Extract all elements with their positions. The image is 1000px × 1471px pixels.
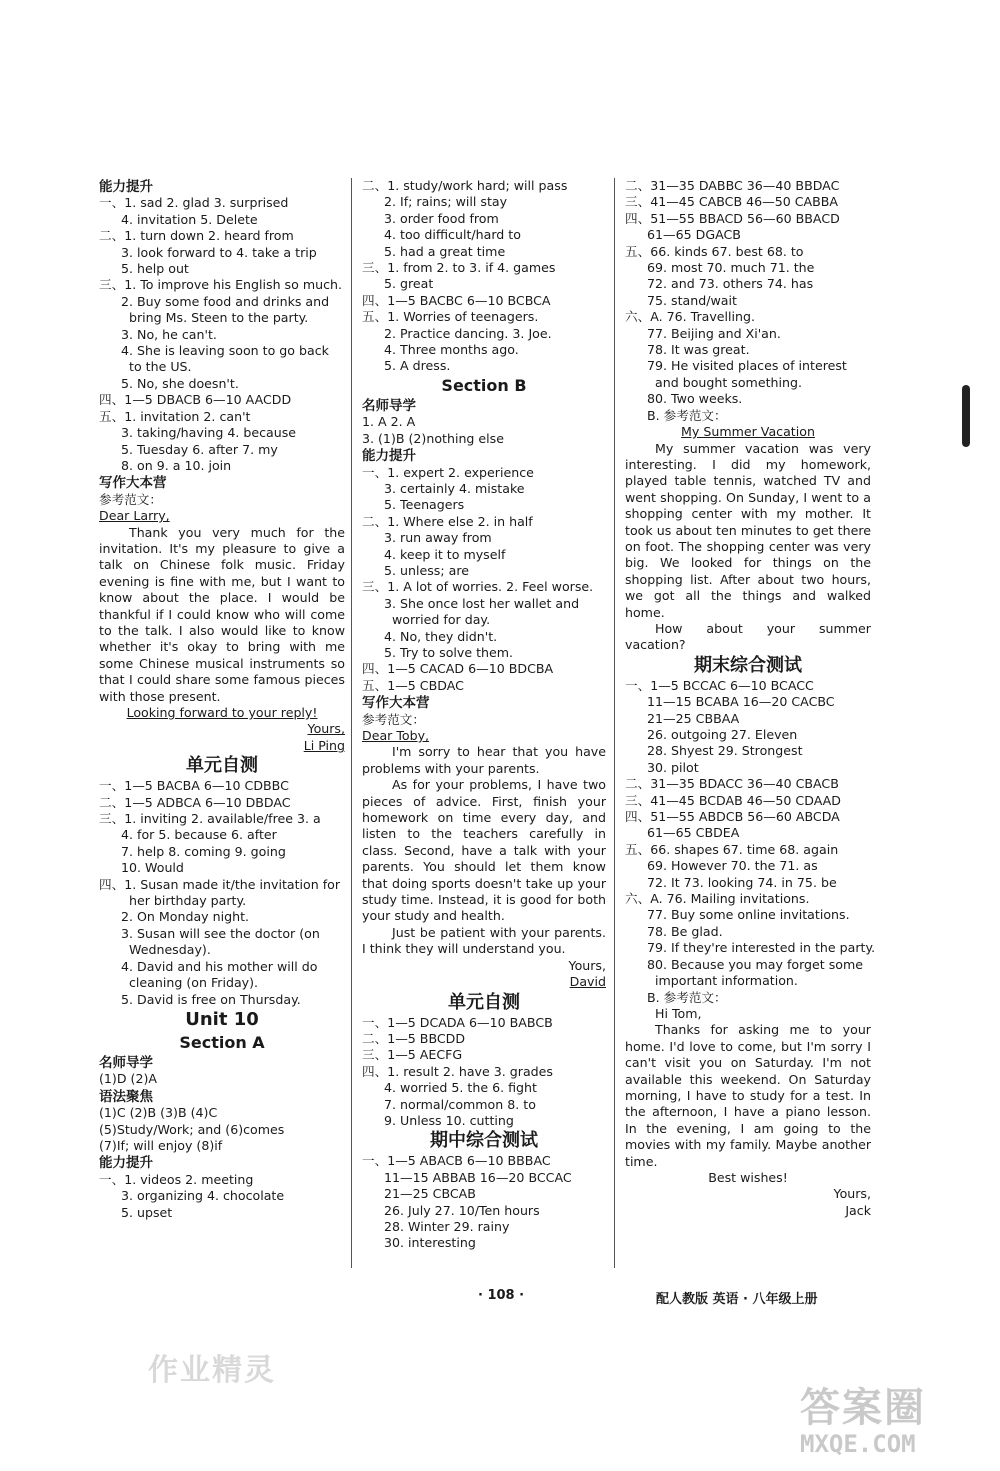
watermark-stamp: 作业精灵 — [148, 1353, 276, 1388]
col1-line: 2. Buy some food and drinks and — [121, 293, 330, 309]
col1-line: 3. look forward to 4. take a trip — [121, 244, 317, 260]
col2-line: 5. unless; are — [384, 562, 469, 578]
col3-line: 75. stand/wait — [647, 292, 737, 308]
col1-line: 单元自测 — [186, 755, 258, 777]
col2-line: 三、1—5 AECFG — [362, 1047, 463, 1063]
col2-line: 3. run away from — [384, 530, 492, 546]
col1-line: 三、1. To improve his English so much. — [99, 277, 342, 293]
col2-line: I'm sorry to hear that you have problems with your parents. — [362, 744, 606, 776]
col1-line: Li Ping — [303, 737, 345, 753]
col2-line: David — [569, 974, 606, 990]
col1-line: 5. David is free on Thursday. — [121, 991, 301, 1007]
col1-line: Thank you very much for the invitation. It's my pleasure to give a talk on Chinese folk music. Friday evening is fine with me, but I want to know about the place. I would be thankful if I could know who will come to the talk. I also would like to know whether it's okay to bring with me some Chinese musical instruments so that I could share some famous pieces with those present. — [99, 524, 345, 704]
col1-line: 四、1. Susan made it/the invitation for — [99, 876, 341, 892]
col2-line: 四、1—5 CACAD 6—10 BDCBA — [362, 661, 554, 677]
col2-line: Just be patient with your parents. I think they will understand you. — [362, 924, 606, 957]
col2-line: 名师导学 — [362, 397, 416, 414]
col2-line: 二、1. Where else 2. in half — [362, 513, 533, 529]
col1-line: bring Ms. Steen to the party. — [129, 310, 309, 326]
col3-line: 五、66. shapes 67. time 68. again — [625, 841, 839, 857]
col2-line: 一、1—5 DCADA 6—10 BABCB — [362, 1014, 553, 1030]
col1-line: 写作大本营 — [99, 475, 167, 492]
answer-column-1 — [99, 178, 345, 1221]
col2-line: 二、1. study/work hard; will pass — [362, 178, 568, 193]
col1-line: 7. help 8. coming 9. going — [121, 843, 286, 859]
col3-line: 一、1—5 BCCAC 6—10 BCACC — [625, 677, 814, 693]
col1-line: Section A — [179, 1032, 265, 1052]
col3-line: 四、51—55 ABDCB 56—60 ABCDA — [625, 809, 840, 825]
col2-line: 写作大本营 — [362, 695, 430, 712]
col2-line: 五、1. Worries of teenagers. — [362, 309, 539, 325]
col3-line: 69. most 70. much 71. the — [647, 260, 815, 276]
col2-line: worried for day. — [392, 612, 491, 628]
col1-line: 4. David and his mother will do — [121, 958, 318, 974]
col1-line: Dear Larry, — [99, 508, 170, 524]
col3-line: 78. Be glad. — [647, 923, 723, 939]
col3-line: important information. — [655, 973, 798, 989]
col1-line: 2. On Monday night. — [121, 909, 250, 925]
col3-line: Yours, — [833, 1186, 871, 1202]
col3-line: 72. and 73. others 74. has — [647, 276, 814, 292]
col2-line: 一、1—5 ABACB 6—10 BBBAC — [362, 1153, 551, 1169]
col3-line: B. 参考范文： — [647, 407, 727, 423]
col1-line: 3. organizing 4. chocolate — [121, 1188, 285, 1204]
col2-line: 11—15 ABBAB 16—20 BCCAC — [384, 1169, 572, 1185]
col2-line: 3. (1)B (2)nothing else — [362, 430, 504, 446]
col2-line: 2. If; rains; will stay — [384, 194, 508, 210]
col1-line: (1)C (2)B (3)B (4)C — [99, 1105, 218, 1121]
col3-line: 61—65 DGACB — [647, 227, 741, 243]
col2-line: 单元自测 — [448, 991, 520, 1013]
col1-line: 四、1—5 DBACB 6—10 AACDD — [99, 392, 292, 408]
col2-line: 4. Three months ago. — [384, 342, 519, 358]
col1-line: 4. She is leaving soon to go back — [121, 343, 329, 359]
col1-line: 语法聚焦 — [99, 1088, 153, 1105]
col1-line: 能力提升 — [99, 179, 153, 195]
col1-line: 能力提升 — [99, 1155, 153, 1172]
site-logo-en: MXQE.COM — [800, 1430, 916, 1458]
site-logo — [800, 1385, 985, 1465]
col3-line: 61—65 CBDEA — [647, 825, 740, 841]
col3-line: 80. Because you may forget some — [647, 956, 863, 972]
col2-line: Section B — [441, 375, 527, 395]
col3-line: How about your summer vacation? — [625, 620, 871, 653]
col3-line: Best wishes! — [708, 1169, 788, 1185]
col1-line: Unit 10 — [185, 1008, 259, 1030]
column-divider-2 — [614, 178, 615, 1268]
col1-line: cleaning (on Friday). — [129, 975, 259, 991]
col2-line: Yours, — [568, 957, 606, 973]
col1-line: 5. help out — [121, 261, 189, 277]
col2-line: 3. She once lost her wallet and — [384, 595, 580, 611]
col1-line: 一、1. videos 2. meeting — [99, 1171, 254, 1187]
col2-line: 四、1. result 2. have 3. grades — [362, 1063, 553, 1079]
col3-line: My Summer Vacation — [681, 424, 815, 440]
col3-line: 期末综合测试 — [694, 654, 802, 676]
col3-line: 26. outgoing 27. Eleven — [647, 727, 798, 742]
col2-line: Dear Toby, — [362, 728, 430, 743]
col1-line: (5)Study/Work; and (6)comes — [99, 1121, 285, 1137]
col3-line: 六、A. 76. Mailing invitations. — [625, 891, 810, 907]
col2-line: 28. Winter 29. rainy — [384, 1218, 510, 1234]
col1-line: 名师导学 — [99, 1054, 153, 1071]
col1-line: 参考范文： — [99, 491, 162, 507]
col1-line: 5. No, she doesn't. — [121, 375, 239, 391]
col3-line: 28. Shyest 29. Strongest — [647, 743, 803, 759]
page-number: · 108 · — [478, 1288, 525, 1303]
col2-line: 能力提升 — [362, 448, 416, 465]
col2-line: 3. certainly 4. mistake — [384, 480, 525, 496]
col2-line: 5. great — [384, 276, 434, 292]
edition-label: 配人教版 英语 · 八年级上册 — [656, 1292, 818, 1307]
col2-line: 期中综合测试 — [430, 1130, 538, 1152]
col1-line: 4. invitation 5. Delete — [121, 211, 258, 227]
col2-line: As for your problems, I have two pieces of advice. First, finish your homework on time every day, and listen to the teachers carefully in class. Second, have a talk with your parents. You should let them know that doing sports doesn't take up your study time. Instead, it is good for both your study and health. — [362, 777, 606, 924]
col2-line: 26. July 27. 10/Ten hours — [384, 1202, 540, 1218]
col3-line: Thanks for asking me to your home. I'd love to come, but I'm sorry I can't visit you on Saturday. I'm not available this weekend. On Saturday morning, I have to study for a test. In the afternoon, I have a piano lesson. In the evening, I am going to the movies with my family. Maybe another time. — [625, 1022, 871, 1169]
col2-line: 4. worried 5. the 6. fight — [384, 1080, 537, 1096]
col1-line: 3. taking/having 4. because — [121, 425, 297, 441]
col3-line: 二、31—35 DABBC 36—40 BBDAC — [625, 178, 840, 193]
answer-column-3 — [625, 178, 876, 1219]
col1-line: 一、1—5 BACBA 6—10 CDBBC — [99, 778, 289, 794]
col1-line: 5. Tuesday 6. after 7. my — [121, 441, 278, 457]
col1-line: Wednesday). — [129, 942, 211, 958]
col1-line: 二、1—5 ADBCA 6—10 DBDAC — [99, 794, 291, 810]
col3-line: and bought something. — [655, 374, 802, 390]
col2-line: 5. had a great time — [384, 243, 506, 259]
col3-line: Jack — [845, 1202, 871, 1218]
col2-line: 9. Unless 10. cutting — [384, 1112, 514, 1128]
col2-line: 参考范文： — [362, 711, 425, 727]
col3-line: 79. If they're interested in the party. — [647, 940, 876, 956]
col2-line: 5. Try to solve them. — [384, 644, 514, 660]
col3-line: 30. pilot — [647, 759, 699, 775]
col3-line: 77. Beijing and Xi'an. — [647, 325, 781, 341]
col3-line: 78. It was great. — [647, 342, 750, 358]
col2-line: 一、1. expert 2. experience — [362, 464, 534, 480]
col3-line: 77. Buy some online invitations. — [647, 907, 850, 923]
site-logo-cn: 答案圈 — [800, 1385, 926, 1431]
scan-mark — [962, 385, 970, 447]
col2-line: 4. No, they didn't. — [384, 628, 498, 644]
col1-line: to the US. — [129, 359, 192, 375]
col3-line: 四、51—55 BBACD 56—60 BBACD — [625, 210, 840, 226]
col3-line: 11—15 BCABA 16—20 CACBC — [647, 694, 835, 710]
col1-line: 5. upset — [121, 1204, 173, 1220]
col3-line: B. 参考范文： — [647, 989, 727, 1005]
col3-line: My summer vacation was very interesting. I did my homework, played table tennis, watched TV and went shopping. On Sunday, I went to a shopping center with my mother. It took us about ten minutes to get there on foot. The shopping center was very big. We looked for things on the shopping list. After about two hours, we got all the things and walked home. — [625, 440, 871, 620]
col2-line: 4. too difficult/hard to — [384, 227, 521, 243]
col3-line: 80. Two weeks. — [647, 391, 743, 407]
answer-column-2 — [362, 178, 606, 1252]
col3-line: 三、41—45 CABCB 46—50 CABBA — [625, 194, 839, 210]
col1-line: 三、1. inviting 2. available/free 3. a — [99, 811, 321, 827]
col2-line: 四、1—5 BACBC 6—10 BCBCA — [362, 292, 551, 308]
col2-line: 7. normal/common 8. to — [384, 1096, 536, 1112]
col2-line: 三、1. A lot of worries. 2. Feel worse. — [362, 579, 594, 595]
col1-line: 3. Susan will see the doctor (on — [121, 925, 320, 941]
col1-line: 10. Would — [121, 860, 184, 876]
col2-line: 4. keep it to myself — [384, 546, 506, 562]
column-divider-1 — [351, 178, 352, 1268]
col3-line: 79. He visited places of interest — [647, 358, 847, 374]
col2-line: 五、1—5 CBDAC — [362, 677, 464, 693]
col2-line: 5. Teenagers — [384, 497, 465, 513]
col2-line: 1. A 2. A — [362, 414, 416, 430]
col1-line: Looking forward to your reply! — [126, 705, 318, 720]
col3-line: 三、41—45 BCDAB 46—50 CDAAD — [625, 792, 841, 808]
col1-line: Yours, — [307, 721, 345, 737]
col1-line: (7)If; will enjoy (8)if — [99, 1137, 223, 1153]
col1-line: 8. on 9. a 10. join — [121, 457, 232, 473]
col1-line: her birthday party. — [129, 893, 247, 909]
col2-line: 5. A dress. — [384, 358, 451, 374]
col1-line: 五、1. invitation 2. can't — [99, 408, 251, 424]
col2-line: 21—25 CBCAB — [384, 1186, 476, 1202]
col1-line: 一、1. sad 2. glad 3. surprised — [99, 195, 289, 211]
col3-line: 五、66. kinds 67. best 68. to — [625, 243, 804, 259]
col2-line: 3. order food from — [384, 210, 499, 226]
col3-line: 六、A. 76. Travelling. — [625, 309, 756, 325]
col1-line: 3. No, he can't. — [121, 326, 217, 342]
col3-line: Hi Tom, — [655, 1005, 702, 1021]
col2-line: 二、1—5 BBCDD — [362, 1030, 466, 1046]
col1-line: 二、1. turn down 2. heard from — [99, 228, 294, 244]
col3-line: 二、31—35 BDACC 36—40 CBACB — [625, 776, 839, 792]
page-footer — [0, 1288, 1000, 1308]
col3-line: 72. It 73. looking 74. in 75. be — [647, 874, 837, 890]
col3-line: 21—25 CBBAA — [647, 710, 740, 726]
col1-line: 4. for 5. because 6. after — [121, 827, 277, 843]
col1-line: (1)D (2)A — [99, 1071, 157, 1087]
col2-line: 2. Practice dancing. 3. Joe. — [384, 325, 552, 341]
col2-line: 三、1. from 2. to 3. if 4. games — [362, 260, 556, 276]
col2-line: 30. interesting — [384, 1235, 476, 1251]
col3-line: 69. However 70. the 71. as — [647, 858, 818, 874]
